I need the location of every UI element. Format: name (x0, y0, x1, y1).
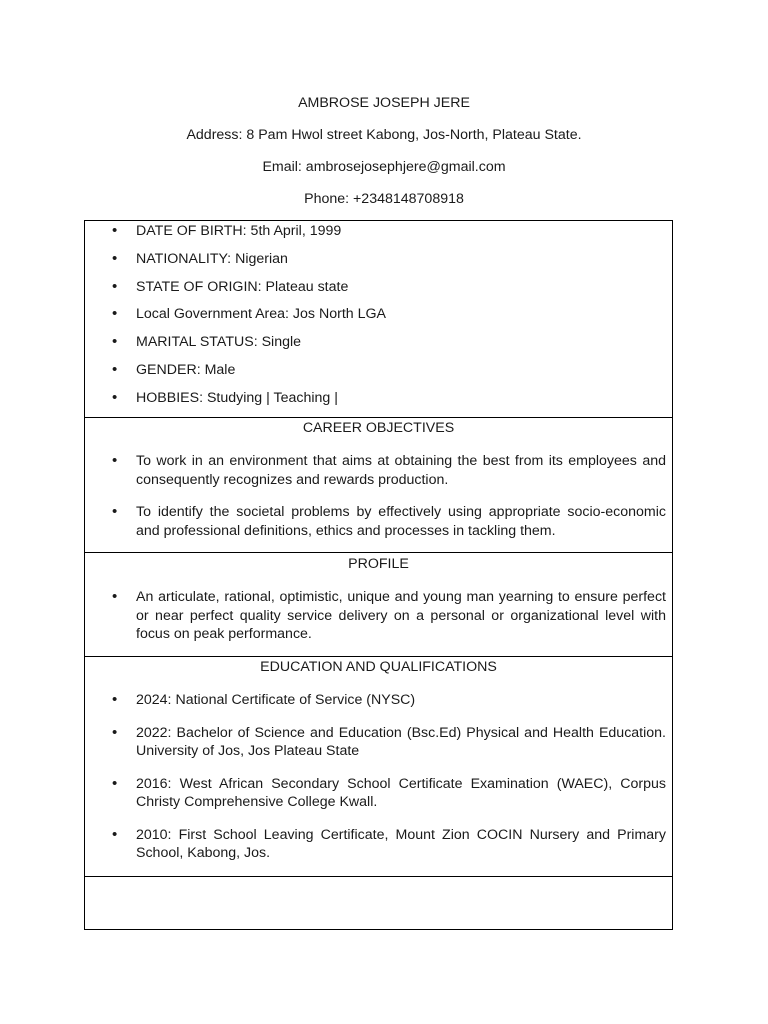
list-item: • 2010: First School Leaving Certificate, Mount Zion COCIN Nursery and Primary School, Kabong, Jos. (85, 826, 672, 863)
candidate-name: AMBROSE JOSEPH JERE (298, 95, 470, 111)
list-item: • To identify the societal problems by effectively using appropriate socio-economic and professional definitions, ethics and processes in tackling them. (85, 503, 672, 540)
personal-details-list (85, 222, 672, 417)
resume-table (84, 220, 673, 930)
career-objectives-section (85, 418, 672, 553)
empty-section (85, 877, 672, 929)
phone-line: Phone: +2348148708918 (304, 191, 464, 207)
list-item: • HOBBIES: Studying | Teaching | (85, 389, 672, 417)
list-item: • An articulate, rational, optimistic, unique and young man yearning to ensure perfect or near perfect quality service delivery on a personal or organizational level with focus on peak performance. (85, 588, 672, 644)
list-item: • To work in an environment that aims at obtaining the best from its employees and consequently recognizes and rewards production. (85, 452, 672, 489)
personal-details-section (85, 221, 672, 418)
list-item: • DATE OF BIRTH: 5th April, 1999 (85, 222, 672, 250)
section-title: EDUCATION AND QUALIFICATIONS (260, 659, 497, 675)
section-title: PROFILE (348, 556, 409, 572)
list-item: • GENDER: Male (85, 361, 672, 389)
profile-list (85, 588, 672, 644)
list-item: • 2024: National Certificate of Service (NYSC) (85, 691, 672, 710)
education-section (85, 657, 672, 877)
address-line: Address: 8 Pam Hwol street Kabong, Jos-North, Plateau State. (186, 127, 582, 143)
list-item: • Local Government Area: Jos North LGA (85, 305, 672, 333)
list-item: • STATE OF ORIGIN: Plateau state (85, 278, 672, 306)
education-list (85, 691, 672, 863)
career-objectives-list (85, 452, 672, 540)
list-item: • 2022: Bachelor of Science and Education (Bsc.Ed) Physical and Health Education. University of Jos, Jos Plateau State (85, 724, 672, 761)
list-item: • NATIONALITY: Nigerian (85, 250, 672, 278)
list-item: • 2016: West African Secondary School Certificate Examination (WAEC), Corpus Christy Comprehensive College Kwall. (85, 775, 672, 812)
section-title: CAREER OBJECTIVES (302, 420, 455, 436)
resume-header (0, 94, 768, 222)
email-line: Email: ambrosejosephjere@gmail.com (262, 159, 506, 175)
profile-section (85, 553, 672, 657)
list-item: • MARITAL STATUS: Single (85, 333, 672, 361)
